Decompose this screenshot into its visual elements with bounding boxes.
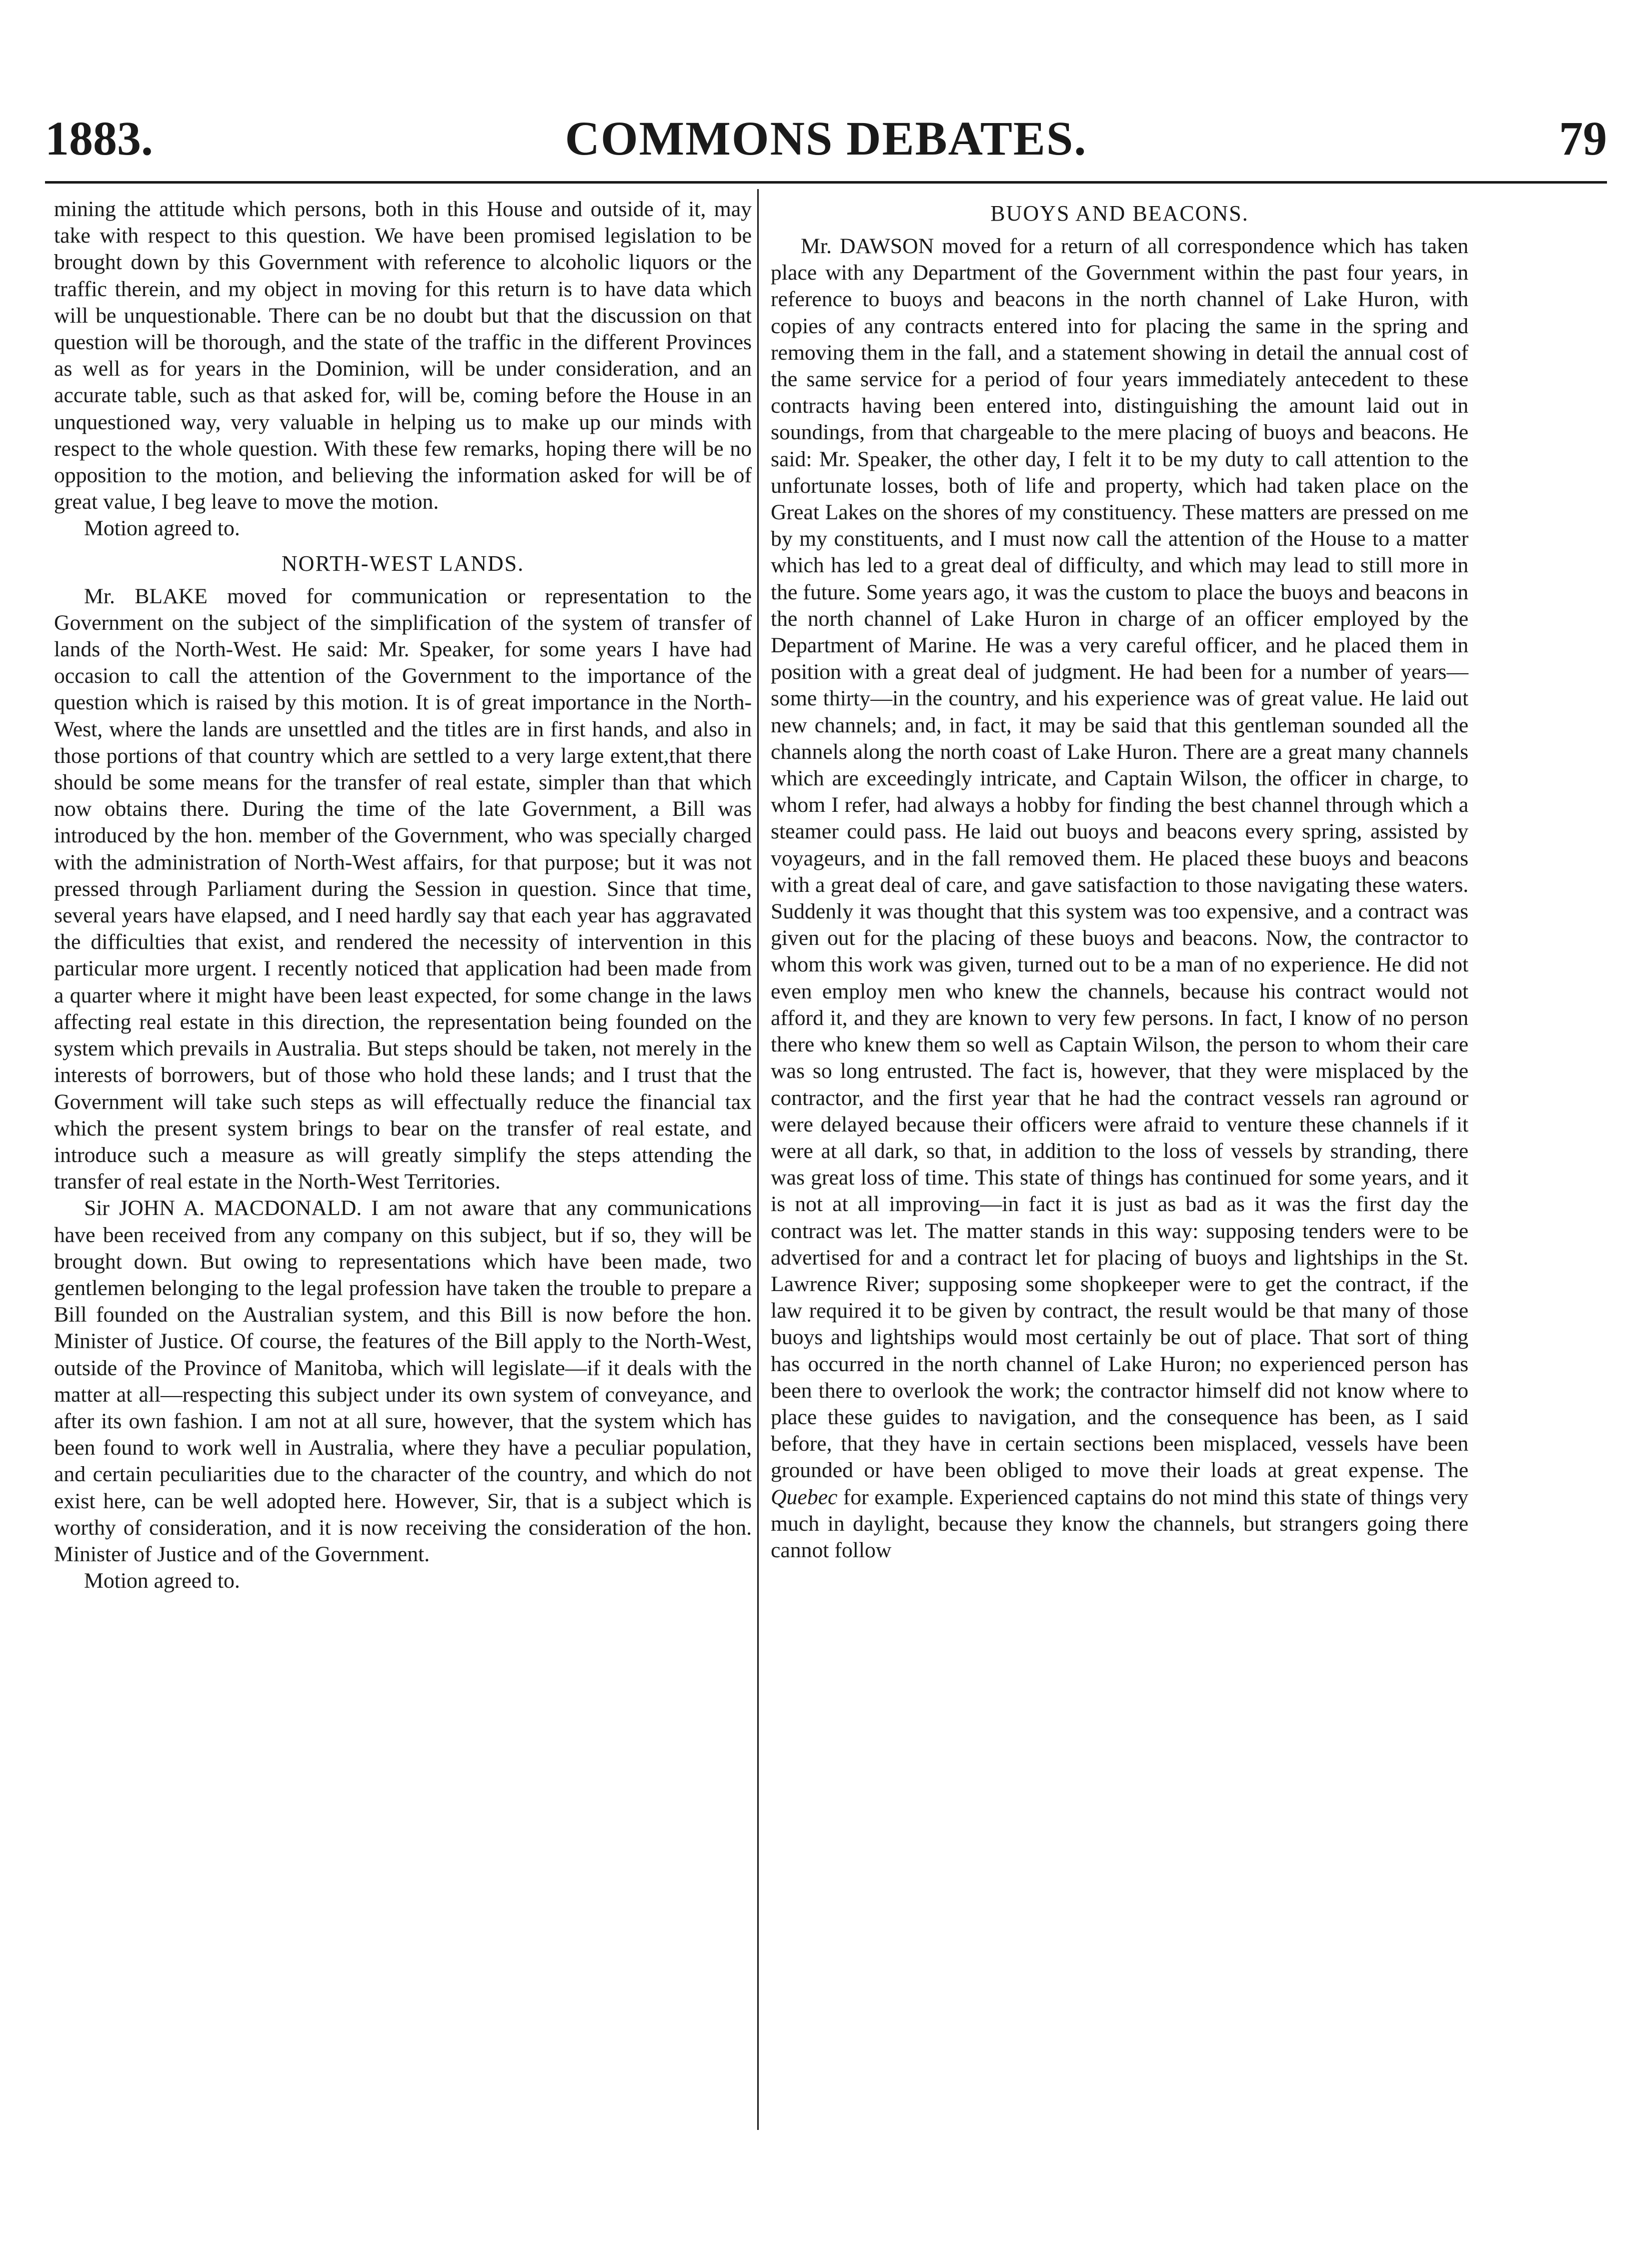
motion-agreed-2: Motion agreed to. [84,1569,240,1593]
column-divider [757,189,759,2130]
paragraph-blake: Mr. BLAKE moved for communication or representation to the Government on the subject of the simplification of the system of transfer of lands of the North-West. He said: Mr. Speaker, for some years I have had occasion to call the attention of the Government to the importance of the question which is raised by this motion. It is of great importance in the North-West, where the lands are unsettled and the titles are in first hands, and also in those portions of that country which are settled to a very large extent,that there should be some means for the transfer of real estate, simpler than that which now obtains there. During the time of the late Government, a Bill was introduced by the hon. member of the Government, who was specially charged with the administration of North-West affairs, for that purpose; but it was not pressed through Parliament during the Session in question. Since that time, several years have elapsed, and I need hardly say that each year has aggravated the difficulties that exist, and rendered the necessity of intervention in this particular more urgent. I recently noticed that application had been made from a quarter where it might have been least expected, for some change in the laws affecting real estate in this direction, the representation being founded on the system which prevails in Australia. But steps should be taken, not merely in the interests of borrowers, but of those who hold these lands; and I trust that the Government will take such steps as will effectually reduce the financial tax which the present system brings to bear on the transfer of real estate, and introduce such a measure as will greatly simplify the steps attending the transfer of real estate in the North-West Territories. [54,584,752,1194]
header-title: COMMONS DEBATES. [565,112,1087,165]
paragraph-dawson-tail: for example. Experienced captains do not mind this state of things very much in daylight, because they know the channels, but strangers going there cannot follow [771,1485,1468,1562]
header-page-number: 79 [1559,112,1607,165]
motion-agreed-1: Motion agreed to. [84,516,240,541]
vessel-name: Quebec [771,1485,838,1509]
paragraph-dawson [771,233,1468,1564]
header-rule [45,181,1607,184]
paragraph-macdonald: Sir JOHN A. MACDONALD. I am not aware that any communications have been received from any company on this subject, but if so, they will be brought down. But owing to representations which have been made, two gentlemen belonging to the legal profession have taken the trouble to prepare a Bill founded on the Australian system, and this Bill is now before the hon. Minister of Justice. Of course, the features of the Bill apply to the North-West, outside of the Province of Manitoba, which will legislate—if it deals with the matter at all—respecting this subject under its own system of conveyance, and after its own fashion. I am not at all sure, however, that the system which has been found to work well in Australia, where they have a peculiar population, and certain peculiarities due to the character of the country, and which do not exist here, can be well adopted here. However, Sir, that is a subject which is worthy of consideration, and it is now receiving the consideration of the hon. Minister of Justice and of the Government. [54,1196,752,1566]
left-column [54,196,752,1594]
page-header [45,111,1607,171]
paragraph-dawson-body: Mr. DAWSON moved for a return of all correspondence which has taken place with any Department of the Government within the past four years, in reference to buoys and beacons in the north channel of Lake Huron, with copies of any contracts entered into for placing the same in the spring and removing them in the fall, and a statement showing in detail the annual cost of the same service for a period of four years immediately antecedent to these contracts having been entered into, distinguishing the amount laid out in soundings, from that chargeable to the mere placing of buoys and beacons. He said: Mr. Speaker, the other day, I felt it to be my duty to call attention to the unfortunate losses, both of life and property, which had taken place on the Great Lakes on the shores of my constituency. These matters are pressed on me by my constituents, and I must now call the attention of the House to a matter which has led to a great deal of difficulty, and which may lead to still more in the future. Some years ago, it was the custom to place the buoys and beacons in the north channel of Lake Huron in charge of an officer employed by the Department of Marine. He was a very careful officer, and he placed them in position with a great deal of judgment. He had been for a number of years—some thirty—in the country, and his experience was of great value. He laid out new channels; and, in fact, it may be said that this gentleman sounded all the channels along the north coast of Lake Huron. There are a great many channels which are exceedingly intricate, and Captain Wilson, the officer in charge, to whom I refer, had always a hobby for finding the best channel through which a steamer could pass. He laid out buoys and beacons every spring, assisted by voyageurs, and in the fall removed them. He placed these buoys and beacons with a great deal of care, and gave satisfaction to those navigating these waters. Suddenly it was thought that this system was too expensive, and a contract was given out for the placing of these buoys and beacons. Now, the contractor to whom this work was given, turned out to be a man of no experience. He did not even employ men who knew the channels, because his contract would not afford it, and they are known to very few persons. In fact, I know of no person there who knew them so well as Captain Wilson, the person to whom their care was so long entrusted. The fact is, however, that they were misplaced by the contractor, and the first year that he had the contract vessels ran aground or were delayed because their officers were afraid to venture these channels if it were at all dark, so that, in addition to the loss of vessels by stranding, there was great loss of time. This state of things has continued for some years, and it is not at all improving—in fact it is just as bad as it was the first day the contract was let. The matter stands in this way: supposing tenders were to be advertised for and a contract let for placing of buoys and lightships in the St. Lawrence River; supposing some shopkeeper were to get the contract, if the law required it to be given by contract, the result would be that many of those buoys and lightships would most certainly be out of place. That sort of thing has occurred in the north channel of Lake Huron; no experienced person has been there to overlook the work; the contractor himself did not know where to place these guides to navigation, and the consequence has been, as I said before, that they have in certain sections been misplaced, vessels have been grounded or have been obliged to move their loads at great expense. [771,234,1468,1483]
paragraph-continued: mining the attitude which persons, both in this House and outside of it, may take with respect to this question. We have been promised legislation to be brought down by this Government with reference to alcoholic liquors or the traffic therein, and my object in moving for this return is to have data which will be unquestionable. There can be no doubt but that the discussion on that question will be thorough, and the state of the traffic in the different Provinces as well as for years in the Dominion, will be under consideration, and an accurate table, such as that asked for, will be, coming before the House in an unquestioned way, very valuable in helping us to make up our minds with respect to the whole question. With these few remarks, hoping there will be no opposition to the motion, and believing the information asked for will be of great value, I beg leave to move the motion. [54,197,752,514]
right-column [771,196,1468,1564]
section-heading-buoys-and-beacons: BUOYS AND BEACONS. [990,201,1249,226]
section-heading-north-west-lands: NORTH-WEST LANDS. [281,551,525,576]
paragraph-dawson-tail-pre: The [1434,1458,1468,1483]
header-year: 1883. [45,112,153,165]
